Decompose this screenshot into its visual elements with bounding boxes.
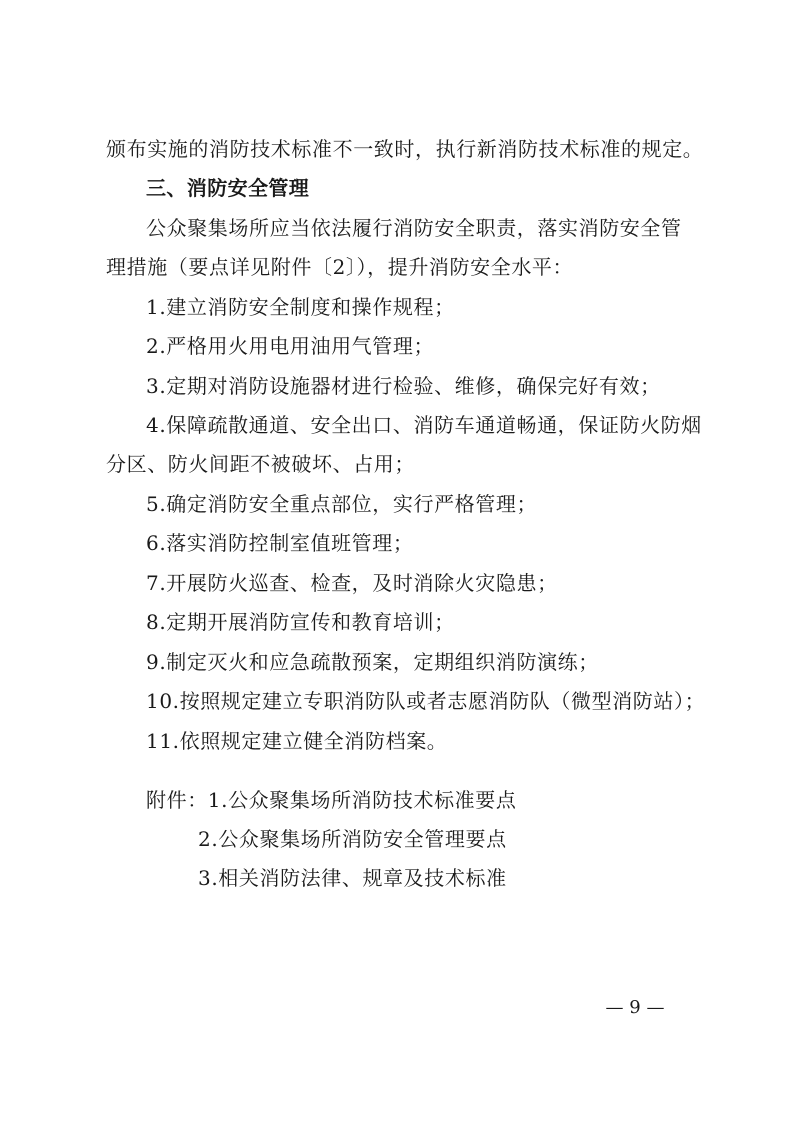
continuation-paragraph: 颁布实施的消防技术标准不一致时，执行新消防技术标准的规定。 [106, 137, 704, 161]
list-item-1: 1.建立消防安全制度和操作规程； [146, 295, 455, 319]
list-item-3: 3.定期对消防设施器材进行检验、维修，确保完好有效； [146, 374, 661, 398]
list-item-7: 7.开展防火巡查、检查，及时消除火灾隐患； [146, 571, 558, 595]
list-item-10: 10.按照规定建立专职消防队或者志愿消防队（微型消防站）； [146, 689, 706, 713]
list-item-6: 6.落实消防控制室值班管理； [146, 531, 414, 555]
list-item-8: 8.定期开展消防宣传和教育培训； [146, 610, 455, 634]
page-number: — 9 — [605, 997, 665, 1018]
attachment-line-2: 2.公众聚集场所消防安全管理要点 [198, 827, 507, 851]
list-item-5: 5.确定消防安全重点部位，实行严格管理； [146, 492, 538, 516]
attachment-line-3: 3.相关消防法律、规章及技术标准 [198, 866, 507, 890]
list-item-9: 9.制定灭火和应急疏散预案，定期组织消防演练； [146, 650, 599, 674]
intro-line-1: 公众聚集场所应当依法履行消防安全职责，落实消防安全管 [146, 216, 682, 240]
list-item-4-line-1: 4.保障疏散通道、安全出口、消防车通道畅通，保证防火防烟 [146, 413, 702, 437]
attachment-line-1: 附件：1.公众聚集场所消防技术标准要点 [146, 788, 517, 812]
list-item-2: 2.严格用火用电用油用气管理； [146, 334, 435, 358]
intro-line-2: 理措施（要点详见附件〔2〕），提升消防安全水平： [106, 255, 574, 279]
section-heading: 三、消防安全管理 [146, 176, 310, 200]
list-item-4-line-2: 分区、防火间距不被破坏、占用； [106, 452, 415, 476]
list-item-11: 11.依照规定建立健全消防档案。 [146, 729, 448, 753]
